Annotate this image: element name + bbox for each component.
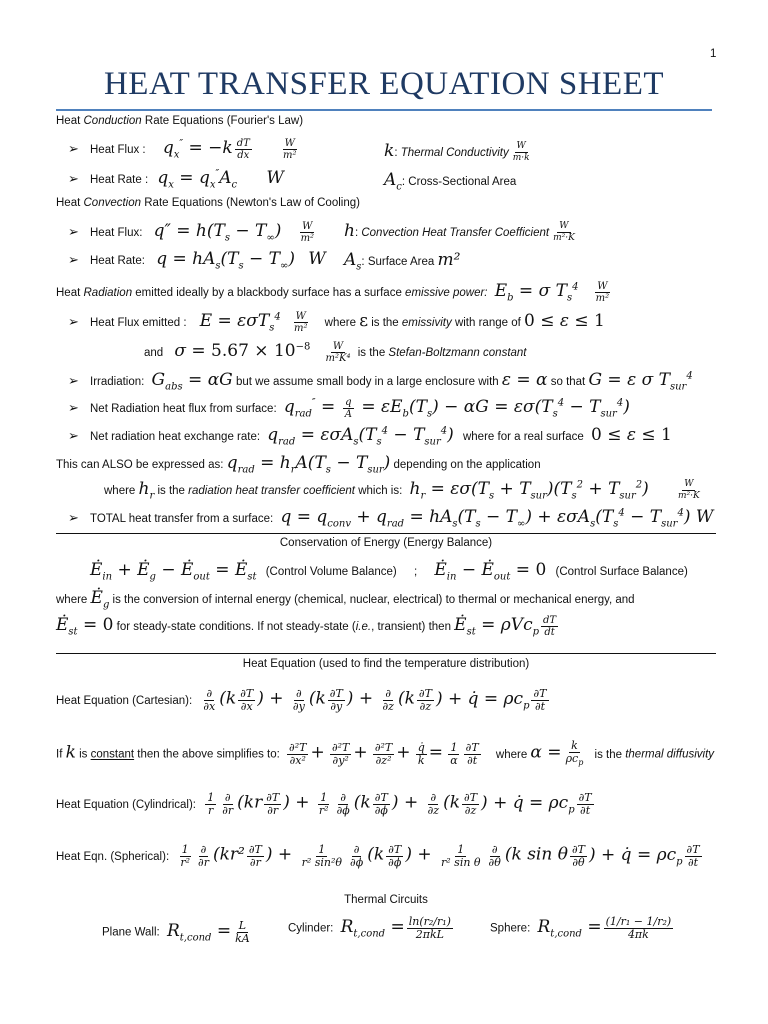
spherical-row: Heat Eqn. (Spherical): $\frac{1}{\text{r²}}$ ∂ ∂r (kr² $\frac{\partial T}{\partial r}$ ) + $\frac{1}{\text{r² sin²θ}}$ ∂ ∂ϕ (k $\frac{\partial T}{\partial\phi}$ ) + $\frac{1}{\text{r² sin θ}}$ ∂ ∂θ (k sin θ $\frac{\partial T}{\partial\theta}$ ) + q̇ = $\rho c_p$ $\frac{\partial T}{\partial t}$ — [56, 843, 700, 869]
convection-rate-row: ➢ Heat Rate: $q = hA_s(T_s - T_\infty)$ W — [68, 249, 326, 272]
page-title: HEAT TRANSFER EQUATION SHEET — [103, 66, 665, 102]
net-rate-row: ➢ Net radiation heat exchange rate: $q_{rad} = \varepsilon\sigma A_s(T_s^4 - T_{sur}^4)$ where for a real surface 0 ≤ ε ≤ 1 — [68, 425, 672, 448]
arrow-bullet-icon: ➢ — [68, 171, 79, 186]
total-heat-row: ➢ TOTAL heat transfer from a surface: $q = q_{conv} + q_{rad} = hA_s(T_s - T_\infty) + \varepsilon\sigma A_s(T_s^4 - T_{sur}^4)$ W — [68, 507, 714, 530]
energy-heading: Conservation of Energy (Energy Balance) — [279, 537, 493, 549]
arrow-bullet-icon: ➢ — [68, 252, 79, 267]
as-definition: $A_s$: Surface Area m² — [344, 250, 461, 273]
page-number: 1 — [710, 48, 717, 60]
section-divider — [56, 533, 716, 534]
irradiation-row: ➢ Irradiation: $G_{abs} = \alpha G$ but we assume small body in a large enclosure with ε = α so that G = ε σ $T_{sur}^4$ — [68, 370, 693, 393]
arrow-bullet-icon: ➢ — [68, 141, 79, 156]
constant-k-row: If k is constant then the above simplifies to: $\frac{\text{∂²T}}{\text{∂x²}}$ + $\frac{\text{∂²T}}{\text{∂y²}}$ + $\frac{\text{∂²T}}{\text{∂z²}}$ + $\frac{q̇}{k}$ = $\frac{1}{\alpha}$ $\frac{\partial T}{\partial t}$ where α = k $\rho c_p$ is the thermal diffusivity — [56, 739, 715, 768]
steady-state-row: $Ė_{st} = 0$ for steady-state conditions. If not steady-state (i.e., transient) then $Ė_{st} = \rho Vc_p$ $\frac{dT}{dt}$ — [56, 615, 557, 639]
stefan-boltzmann-row: and $\sigma = 5.67 \times 10^{-8}$ $\frac{W}{\text{m²K⁴}}$ is the Stefan-Boltzmann constant — [144, 341, 527, 365]
title-rule — [56, 109, 712, 111]
cylinder-resistance: Cylinder: $R_{t,cond}$ = ln(r₂/r₁) 2πkL — [288, 915, 451, 941]
conduction-rate-row: ➢ Heat Rate : $q_x = q_x''A_c$ W — [68, 168, 284, 191]
ac-definition: $A_c$: Cross-Sectional Area — [384, 170, 517, 193]
arrow-bullet-icon: ➢ — [68, 314, 79, 329]
emitted-flux-row: ➢ Heat Flux emitted : E = εσT$_s^4$ $\frac{W}{\text{m²}}$ where ε is the emissivity with range of 0 ≤ ε ≤ 1 — [68, 311, 605, 335]
cartesian-row: Heat Equation (Cartesian): ∂ ∂x (k $\frac{\partial T}{\partial x}$ ) + ∂ ∂y (k $\frac{\partial T}{\partial y}$ ) + ∂ ∂z (k $\frac{\partial T}{\partial z}$ ) + q̇ = $\rho c_p$ $\frac{\partial T}{\partial t}$ — [56, 687, 547, 713]
hr-definition-row: where $h_r$ is the radiation heat transfer coefficient which is: $h_r = \varepsilon\sigma(T_s + T_{sur})(T_s^2 + T_{sur}^2)$ $\frac{W}{\text{m²·K}}$ — [104, 479, 700, 502]
heat-equation-heading: Heat Equation (used to find the temperature distribution) — [242, 658, 530, 670]
convection-flux-row: ➢ Heat Flux: $q'' = h(T_s - T_\infty)$ $\frac{W}{\text{m²}}$ — [68, 221, 315, 245]
conduction-heading: Heat Conduction Rate Equations (Fourier's Law) — [56, 115, 304, 127]
arrow-bullet-icon: ➢ — [68, 224, 79, 239]
section-divider — [56, 653, 716, 654]
plane-wall-resistance: Plane Wall: $R_{t,cond}$ = $\frac{L}{kA}$ — [102, 919, 250, 945]
also-expressed-row: This can ALSO be expressed as: $q_{rad} = h_rA(T_s - T_{sur})$ depending on the application — [56, 453, 541, 476]
h-definition: h: Convection Heat Transfer Coefficient $\frac{W}{\text{m²·K}}$ — [344, 221, 575, 244]
fourier-flux-equation: $q_x'' = -k$ — [162, 138, 233, 161]
conduction-flux-row: ➢ Heat Flux : $q_x'' = -k$ $\frac{dT}{dx}$ $\frac{W}{\text{m²}}$ — [68, 138, 297, 162]
arrow-bullet-icon: ➢ — [68, 373, 79, 388]
radiation-heading: Heat Radiation emitted ideally by a blackbody surface has a surface emissive power: $E_b = \sigma$ $T_s^4$ $\frac{W}{\text{m²}}$ — [56, 281, 610, 305]
sphere-resistance: Sphere: $R_{t,cond}$ = $\frac{\text{(1/r₁ − 1/r₂)}}{4\pi k}$ — [490, 915, 672, 941]
arrow-bullet-icon: ➢ — [68, 510, 79, 525]
energy-balance-row: $Ė_{in}$ + $Ė_g$ − $Ė_{out}$ = $Ė_{st}$ (Control Volume Balance) ; $Ė_{in}$ − $Ė_{out} = 0$ (Control Surface Balance) — [90, 560, 688, 583]
convection-heading: Heat Convection Rate Equations (Newton's Law of Cooling) — [56, 197, 360, 209]
net-flux-row: ➢ Net Radiation heat flux from surface: $q_{rad}''$ = $\frac{q}{A}$ = $\varepsilon E_b(T_s) - \alpha G = \varepsilon\sigma(T_s^4 - T_{sur}^4)$ — [68, 397, 630, 421]
arrow-bullet-icon: ➢ — [68, 400, 79, 415]
k-definition: k: Thermal Conductivity $\frac{W}{m\cdot k}$ — [384, 141, 530, 164]
eg-definition-row: where $Ė_g$ is the conversion of internal energy (chemical, nuclear, electrical) to thermal or mechanical energy, and — [56, 588, 635, 611]
cylindrical-row: Heat Equation (Cylindrical): $\frac{1}{r}$ ∂ ∂r (kr $\frac{\partial T}{\partial r}$ ) + $\frac{1}{\text{r²}}$ ∂ ∂ϕ (k $\frac{\partial T}{\partial\phi}$ ) + ∂ ∂z (k $\frac{\partial T}{\partial z}$ ) + q̇ = $\rho c_p$ $\frac{\partial T}{\partial t}$ — [56, 791, 592, 817]
arrow-bullet-icon: ➢ — [68, 428, 79, 443]
thermal-circuits-heading: Thermal Circuits — [344, 894, 428, 906]
